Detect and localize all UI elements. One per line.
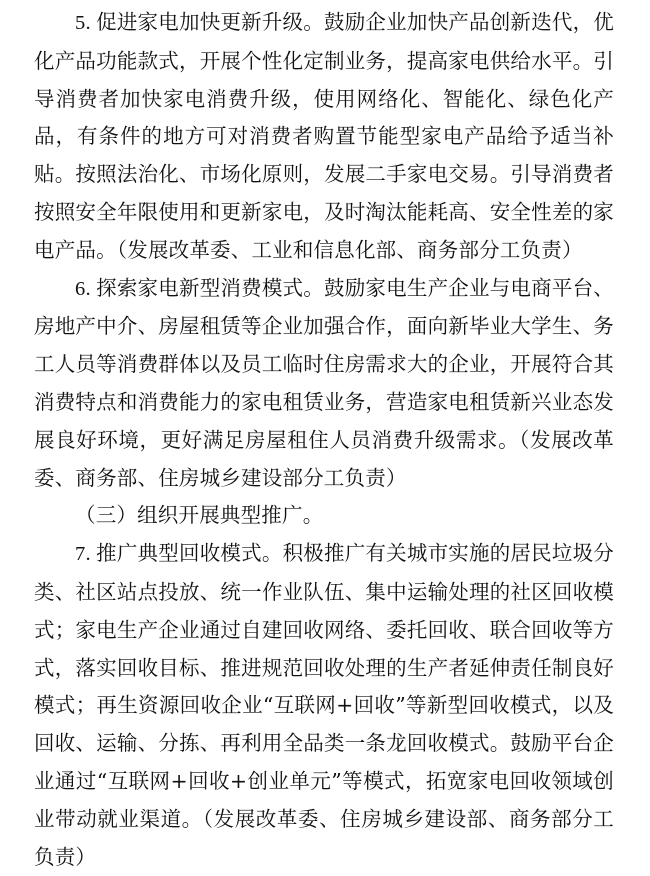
paragraph-5-title: 促进家电加快更新升级。 <box>96 10 324 34</box>
paragraph-6-responsible: （发展改革委、商务部、住房城乡建设部分工负责） <box>34 427 614 490</box>
paragraph-7-body: 积极推广有关城市实施的居民垃圾分类、社区站点投放、统一作业队伍、集中运输处理的社区回收模式；家电生产企业通过自建回收网络、委托回收、联合回收等方式，落实回收目标、推进规范回收处理的生产者延伸责任制良好模式；再生资源回收企业“互联网+回收”等新型回收模式，以及回收、运输、分拣、再利用全品类一条龙回收模式。鼓励平台企业通过“互联网+回收+创业单元”等模式，拓宽家电回收领域创业带动就业渠道。 <box>34 541 614 831</box>
paragraph-7-responsible: （发展改革委、住房城乡建设部、商务部分工负责） <box>34 806 615 869</box>
paragraph-5 <box>34 4 614 270</box>
paragraph-5-responsible: （发展改革委、工业和信息化部、商务部分工负责） <box>116 237 583 262</box>
paragraph-6 <box>34 270 614 498</box>
paragraph-6-number: 6. <box>75 277 97 300</box>
paragraph-6-body: 鼓励家电生产企业与电商平台、房地产中介、房屋租赁等企业加强合作，面向新毕业大学生、务工人员等消费群体以及员工临时住房需求大的企业，开展符合其消费特点和消费能力的家电租赁业务，营造家电租赁新兴业态发展良好环境，更好满足房屋租住人员消费升级需求。 <box>34 275 614 452</box>
section-heading: （三）组织开展典型推广。 <box>75 503 324 528</box>
paragraph-5-body: 鼓励企业加快产品创新迭代，优化产品功能款式，开展个性化定制业务，提高家电供给水平。引导消费者加快家电消费升级，使用网络化、智能化、绿色化产品，有条件的地方可对消费者购置节能型家电产品给予适当补贴。按照法治化、市场化原则，发展二手家电交易。引导消费者按照安全年限使用和更新家电，及时淘汰能耗高、安全性差的家电产品。 <box>34 10 614 262</box>
paragraph-7-number: 7. <box>75 543 97 566</box>
paragraph-7 <box>34 535 614 876</box>
paragraph-5-number: 5. <box>75 12 97 34</box>
paragraph-7-title: 推广典型回收模式。 <box>96 541 283 566</box>
paragraph-6-title: 探索家电新型消费模式。 <box>96 275 324 300</box>
